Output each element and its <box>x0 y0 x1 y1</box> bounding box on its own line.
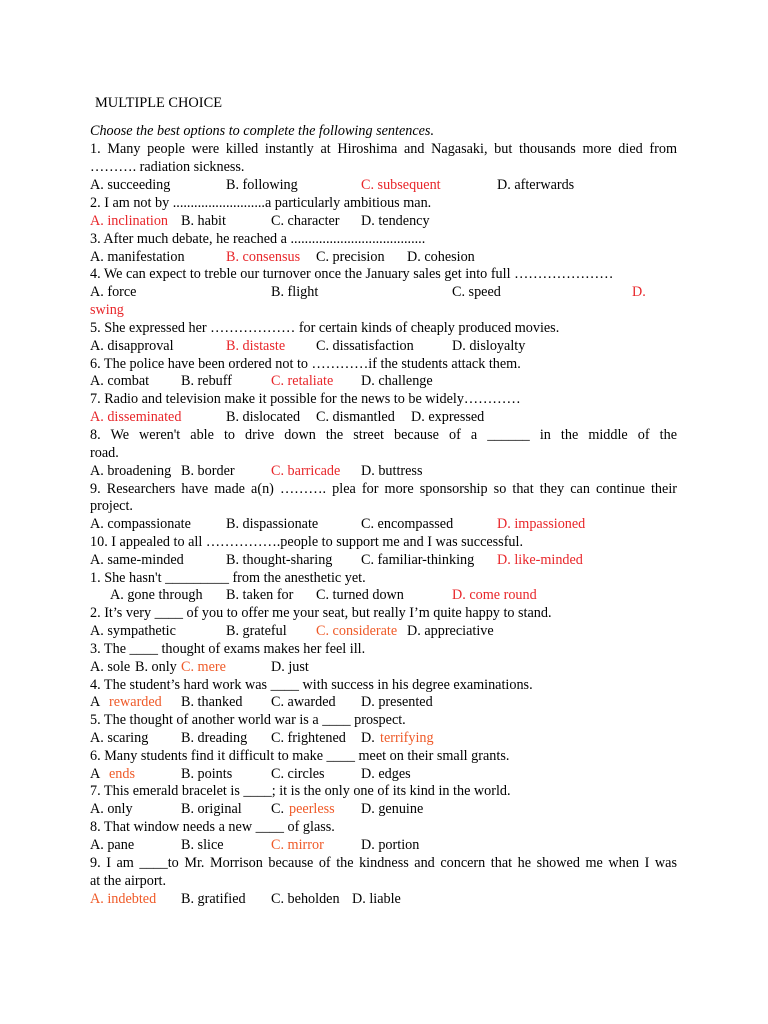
question-stem: 5. The thought of another world war is a ____ prospect. <box>90 712 406 728</box>
option-b: B. points <box>181 766 233 782</box>
option-d-answer: D. like-minded <box>497 552 583 568</box>
question-stem: 3. After much debate, he reached a ...................................... <box>90 231 426 247</box>
option-b: B. dispassionate <box>226 516 319 532</box>
question-stem: 5. She expressed her ……………… for certain kinds of cheaply produced movies. <box>90 320 560 336</box>
option-b: B. rebuff <box>181 373 232 389</box>
question-stem: 6. The police have been ordered not to …………if the students attack them. <box>90 356 521 372</box>
option-c-answer: C. barricade <box>271 463 341 479</box>
option-b-answer: B. distaste <box>226 338 286 354</box>
option-c-answer: C. subsequent <box>361 177 441 193</box>
option-b: B. border <box>181 463 235 479</box>
option-a-answer: rewarded <box>109 694 162 710</box>
option-c: C. <box>271 801 285 817</box>
option-a: A <box>90 766 101 782</box>
option-b: B. only <box>135 659 177 675</box>
question-stem: 1. She hasn't _________ from the anesthetic yet. <box>90 570 366 586</box>
option-d: D. tendency <box>361 213 430 229</box>
option-c: C. speed <box>452 284 501 300</box>
option-a-answer: A. inclination <box>90 213 169 229</box>
option-c: C. familiar-thinking <box>361 552 475 568</box>
option-d-answer: D. <box>632 284 646 300</box>
option-d: D. <box>361 730 375 746</box>
option-d: D. edges <box>361 766 411 782</box>
option-a: A. broadening <box>90 463 172 479</box>
option-c: C. precision <box>316 249 385 265</box>
question-stem: 6. Many students find it difficult to make ____ meet on their small grants. <box>90 748 510 764</box>
option-b: B. taken for <box>226 587 294 603</box>
option-d: D. liable <box>352 891 401 907</box>
option-a: A. compassionate <box>90 516 191 532</box>
option-d: D. disloyalty <box>452 338 526 354</box>
option-d-answer-continued: swing <box>90 302 124 318</box>
question-stem-continued: project. <box>90 498 133 514</box>
option-a: A. same-minded <box>90 552 184 568</box>
option-b: B. grateful <box>226 623 287 639</box>
option-d: D. challenge <box>361 373 433 389</box>
question-stem: 9. I am ____to Mr. Morrison because of the kindness and concern that he showed me when I was <box>90 855 677 871</box>
option-d: D. buttress <box>361 463 423 479</box>
option-c: C. character <box>271 213 340 229</box>
option-a: A. pane <box>90 837 135 853</box>
option-c-answer: C. mirror <box>271 837 324 853</box>
option-b: B. gratified <box>181 891 246 907</box>
option-d: D. expressed <box>411 409 485 425</box>
option-b: B. following <box>226 177 298 193</box>
option-b: B. dreading <box>181 730 248 746</box>
option-c: C. awarded <box>271 694 336 710</box>
option-a: A. sympathetic <box>90 623 176 639</box>
option-d: D. just <box>271 659 309 675</box>
question-stem: 10. I appealed to all …………….people to support me and I was successful. <box>90 534 524 550</box>
option-c: C. turned down <box>316 587 404 603</box>
option-a-answer: ends <box>109 766 136 782</box>
option-d-answer: D. come round <box>452 587 537 603</box>
option-b: B. original <box>181 801 242 817</box>
option-d: D. cohesion <box>407 249 475 265</box>
option-c-answer: C. mere <box>181 659 226 675</box>
option-b: B. habit <box>181 213 226 229</box>
question-stem: 3. The ____ thought of exams makes her feel ill. <box>90 641 366 657</box>
option-a: A. scaring <box>90 730 149 746</box>
option-b: B. thought-sharing <box>226 552 333 568</box>
question-stem: 2. It’s very ____ of you to offer me your seat, but really I’m quite happy to stand. <box>90 605 552 621</box>
question-stem: 7. This emerald bracelet is ____; it is the only one of its kind in the world. <box>90 783 511 799</box>
question-stem: 8. That window needs a new ____ of glass. <box>90 819 335 835</box>
option-d: D. appreciative <box>407 623 494 639</box>
option-b: B. thanked <box>181 694 243 710</box>
question-stem: 2. I am not by ..........................a particularly ambitious man. <box>90 195 432 211</box>
question-stem-continued: at the airport. <box>90 873 167 889</box>
option-b: B. slice <box>181 837 224 853</box>
option-c: C. frightened <box>271 730 346 746</box>
question-stem-continued: ………. radiation sickness. <box>90 159 245 175</box>
option-a-answer: A. indebted <box>90 891 157 907</box>
question-stem: 1. Many people were killed instantly at Hiroshima and Nagasaki, but thousands more died from <box>90 141 677 157</box>
option-a: A. manifestation <box>90 249 185 265</box>
option-b-answer: B. consensus <box>226 249 301 265</box>
option-a: A. succeeding <box>90 177 171 193</box>
question-stem: 7. Radio and television make it possible for the news to be widely………… <box>90 391 521 407</box>
option-c: C. beholden <box>271 891 340 907</box>
option-a: A. force <box>90 284 137 300</box>
option-c-answer: C. retaliate <box>271 373 334 389</box>
question-stem: 4. The student’s hard work was ____ with success in his degree examinations. <box>90 677 533 693</box>
option-d: D. afterwards <box>497 177 575 193</box>
question-stem: 9. Researchers have made a(n) ………. plea for more sponsorship so that they can continue their <box>90 481 677 497</box>
option-c: C. encompassed <box>361 516 454 532</box>
option-d: D. genuine <box>361 801 424 817</box>
option-c-answer: C. considerate <box>316 623 398 639</box>
question-stem: 8. We weren't able to drive down the street because of a ______ in the middle of the <box>90 427 677 443</box>
page-title: MULTIPLE CHOICE <box>95 95 222 111</box>
question-stem-continued: road. <box>90 445 119 461</box>
option-d: D. presented <box>361 694 433 710</box>
option-a: A. disapproval <box>90 338 174 354</box>
option-c-answer: peerless <box>289 801 335 817</box>
option-a: A. combat <box>90 373 150 389</box>
option-b: B. dislocated <box>226 409 301 425</box>
option-c: C. circles <box>271 766 325 782</box>
option-d-answer: D. impassioned <box>497 516 586 532</box>
option-d-answer: terrifying <box>380 730 434 746</box>
option-a: A. only <box>90 801 133 817</box>
instructions: Choose the best options to complete the following sentences. <box>90 123 434 139</box>
question-stem: 4. We can expect to treble our turnover once the January sales get into full ………………… <box>90 266 614 282</box>
option-a-answer: A. disseminated <box>90 409 182 425</box>
option-c: C. dismantled <box>316 409 395 425</box>
option-c: C. dissatisfaction <box>316 338 414 354</box>
option-a: A. sole <box>90 659 131 675</box>
option-a: A <box>90 694 101 710</box>
option-d: D. portion <box>361 837 420 853</box>
option-a: A. gone through <box>110 587 203 603</box>
option-b: B. flight <box>271 284 319 300</box>
